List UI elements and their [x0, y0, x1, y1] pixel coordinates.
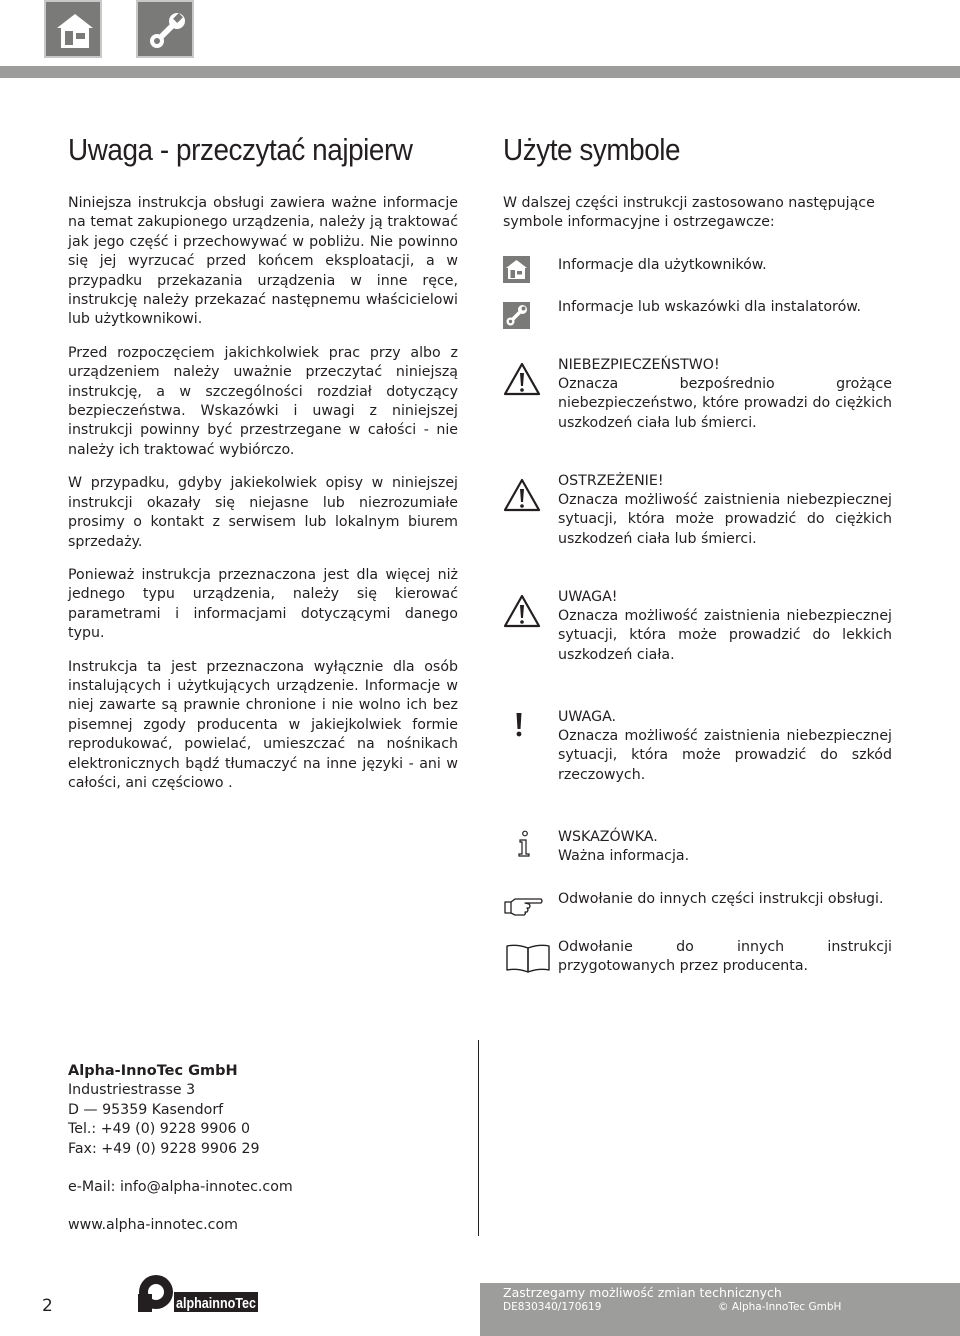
page-number: 2 [42, 1296, 53, 1316]
symbols-section [503, 132, 895, 975]
symbol-text: Ważna informacja. [558, 848, 690, 864]
info-icon [515, 830, 533, 858]
symbol-title: OSTRZEŻENIE! [558, 473, 664, 489]
company-tel: Tel.: +49 (0) 9228 9906 0 [68, 1121, 251, 1138]
symbol-text: Oznacza możliwość zaistnienia niebezpiecznej sytuacji, która może prowadzić do ciężkich uszkodzeń ciała lub śmierci. [558, 492, 892, 547]
svg-text:alphainnoTec: alphainnoTec [176, 1295, 256, 1312]
symbol-text: Oznacza możliwość zaistnienia niebezpiecznej sytuacji, która może prowadzić do szkód rzeczowych. [558, 728, 892, 783]
notice-paragraph: Przed rozpoczęciem jakichkolwiek prac przy albo z urządzeniem należy uważnie przeczytać niniejszą instrukcję, a w szczególności rozdział dotyczący bezpieczeństwa. Wskazówki i uwagi z niniejszej instrukcji powinny być przestrzegane w całości - nie należy ich traktować wybiórczo. [68, 344, 458, 458]
company-info [68, 1062, 293, 1236]
warning-triangle-icon [503, 594, 541, 628]
notice-paragraph: Ponieważ instrukcja przeznaczona jest dla więcej niż jednego typu urządzenia, należy się kierować parametrami i informacjami dotyczącymi danego typu. [68, 566, 458, 642]
company-email[interactable]: e-Mail: info@alpha-innotec.com [68, 1179, 293, 1196]
header-stripe [0, 66, 960, 78]
notice-section [68, 132, 458, 793]
symbol-text: Oznacza możliwość zaistnienia niebezpiecznej sytuacji, która może prowadzić do lekkich uszkodzeń ciała. [558, 608, 892, 663]
pointing-hand-icon [503, 896, 543, 918]
exclamation-icon [511, 712, 527, 738]
section-title-notice: Uwaga - przeczytać najpierw [68, 132, 413, 167]
symbol-text: Oznacza bezpośrednio grożące niebezpieczeństwo, które prowadzi do ciężkich uszkodzeń ciała lub śmierci. [558, 376, 892, 431]
tab-user-info[interactable] [44, 0, 102, 58]
symbol-title: UWAGA. [558, 709, 617, 725]
company-fax: Fax: +49 (0) 9228 9906 29 [68, 1140, 260, 1157]
warning-triangle-icon [503, 362, 541, 396]
symbol-title: WSKAZÓWKA. [558, 829, 658, 845]
wrench-icon [147, 11, 187, 51]
footer-band [480, 1283, 960, 1336]
technical-changes-notice: Zastrzegamy możliwość zmian technicznych [503, 1285, 782, 1300]
symbol-text: Informacje dla użytkowników. [558, 257, 767, 273]
wrench-icon [503, 302, 530, 329]
notice-paragraph: Instrukcja ta jest przeznaczona wyłącznie dla osób instalujących i użytkujących urządzenie. Informacje w niej zawarte są prawnie chronione i nie wolno ich bez pisemnej zgody producenta w jakiejkolwiek formie reprodukować, powielać, umieszczać na nośnikach elektronicznych bądź tłumaczyć na inne języki - ani w całości, ani częściowo . [68, 658, 458, 791]
symbol-title: NIEBEZPIECZEŃSTWO! [558, 357, 720, 373]
company-city: D — 95359 Kasendorf [68, 1101, 224, 1118]
copyright: © Alpha-InnoTec GmbH [718, 1301, 842, 1313]
header-band [0, 0, 960, 78]
symbols-intro: W dalszej części instrukcji zastosowano następujące symbole informacyjne i ostrzegawcze: [503, 195, 875, 231]
symbol-text: Odwołanie do innych instrukcji przygotowanych przez producenta. [558, 939, 892, 975]
company-website[interactable]: www.alpha-innotec.com [68, 1217, 238, 1234]
tab-installer-info[interactable] [136, 0, 194, 58]
warning-triangle-icon [503, 478, 541, 512]
house-icon [503, 256, 530, 283]
symbol-title: UWAGA! [558, 589, 618, 605]
symbol-text: Odwołanie do innych części instrukcji obsługi. [558, 891, 884, 907]
column-divider [478, 1040, 479, 1236]
section-title-symbols: Użyte symbole [503, 132, 681, 167]
book-icon [505, 942, 551, 974]
notice-paragraph: Niniejsza instrukcja obsługi zawiera ważne informacje na temat zakupionego urządzenia, należy ją traktować jak jego część i przechowywać w pobliżu. Nie powinno się jej wyrzucać przed końcem eksploatacji, a w przypadku przekazania urządzenia w inne ręce, instrukcję należy przekazać następnemu właścicielowi lub użytkownikowi. [68, 195, 458, 328]
company-street: Industriestrasse 3 [68, 1082, 196, 1099]
symbol-text: Informacje lub wskazówki dla instalatorów. [558, 299, 862, 315]
notice-paragraph: W przypadku, gdyby jakiekolwiek opisy w niniejszej instrukcji okazały się niejasne lub niezrozumiałe prosimy o kontakt z serwisem lub lokalnym biurem sprzedaży. [68, 475, 458, 550]
house-icon [55, 11, 95, 51]
company-name: Alpha-InnoTec GmbH [68, 1063, 238, 1079]
document-number: DE830340/170619 [503, 1301, 602, 1313]
company-logo [138, 1272, 258, 1316]
